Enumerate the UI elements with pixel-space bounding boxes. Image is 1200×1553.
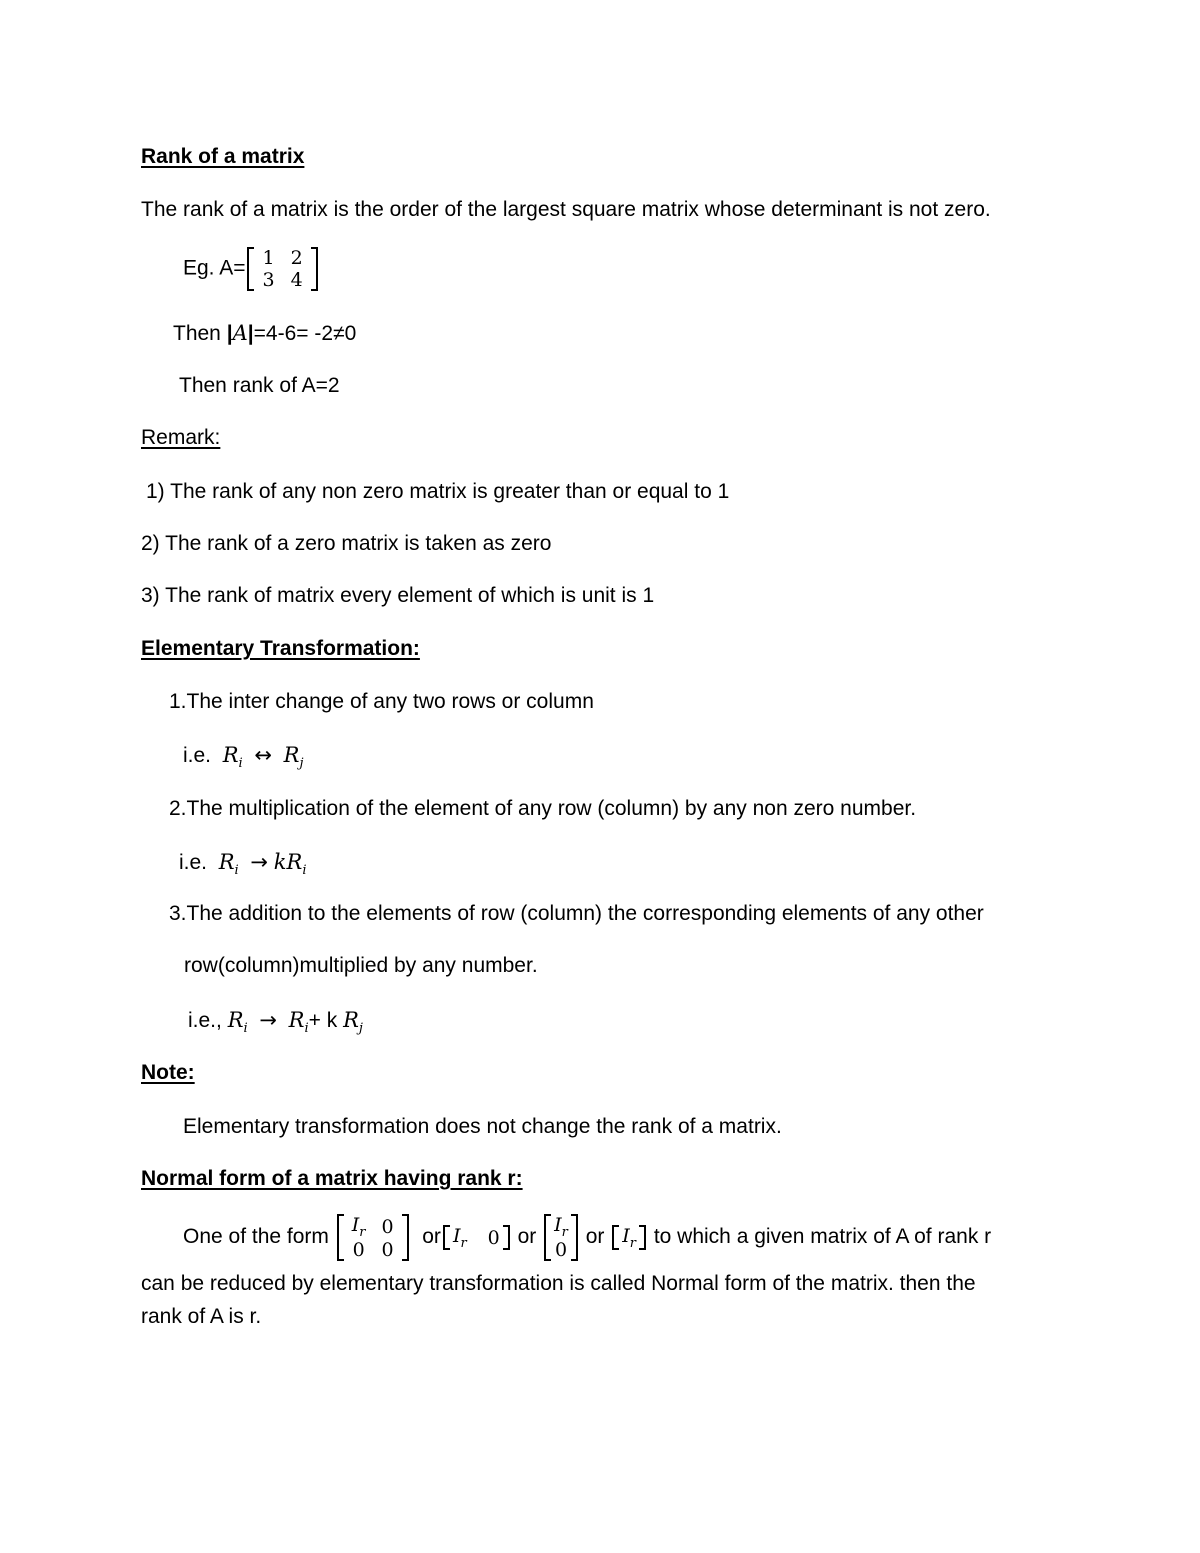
remark-item: 2) The rank of a zero matrix is taken as zero [141,532,552,555]
transformation-2: 2.The multiplication of the element of any row (column) by any non zero number. [169,797,917,820]
transformation-2-formula: i.e. $R_i \to kR_i$ [179,850,307,878]
normal-form-tail: to which a given matrix of A of rank r [653,1225,992,1249]
determinant-var: A [232,321,248,345]
normal-form-line-3: rank of A is r. [141,1305,262,1328]
or-word: or [585,1225,605,1249]
ie-label: i.e., [188,1009,222,1032]
remark-item: 1) The rank of any non zero matrix is greater than or equal to 1 [146,480,730,503]
or-word: or [517,1225,537,1249]
note-heading: Note: [141,1061,195,1084]
or-word: or [422,1225,441,1249]
transformation-3-formula: i.e., $R_i \to R_i+ k$ $R_j$ [188,1008,363,1036]
page-title: Rank of a matrix [141,145,305,168]
normal-form-intro: One of the form [183,1225,329,1249]
transformation-1-formula: i.e. $R_i$ ↔ $R_j$ [183,743,304,771]
remark-heading: Remark: [141,426,221,449]
ie-label: i.e. [183,744,212,767]
determinant-result: =4-6= -2≠0 [253,322,357,345]
transformation-3-continued: row(column)multiplied by any number. [184,954,538,977]
matrix-a [247,247,317,291]
example-label: Eg. A= [183,256,246,280]
matrix-cell: 1 [262,247,275,269]
normal-form-heading: Normal form of a matrix having rank r: [141,1167,523,1190]
example-line [183,247,320,291]
remark-item: 3) The rank of matrix every element of which is unit is 1 [141,584,655,607]
elementary-heading: Elementary Transformation: [141,637,420,660]
ie-label: i.e. [179,851,208,874]
determinant-prefix: Then [173,322,227,345]
transformation-1: 1.The inter change of any two rows or column [169,690,594,713]
normal-form-line-2: can be reduced by elementary transformation is called Normal form of the matrix. then the [141,1272,976,1295]
normal-matrix-identity: $I_r$ [612,1225,646,1250]
matrix-cell: 3 [262,269,275,291]
matrix-cell: 4 [290,269,303,291]
normal-matrix-row: $I_r$ 0 [443,1225,510,1250]
transformation-3: 3.The addition to the elements of row (column) the corresponding elements of any other [169,902,984,925]
rank-result: Then rank of A=2 [179,374,340,397]
normal-form-line [183,1214,991,1261]
note-text: Elementary transformation does not change the rank of a matrix. [183,1115,782,1138]
determinant-line: Then |A|=4-6= -2≠0 [173,321,357,345]
matrix-cell: 2 [290,247,303,269]
definition-text: The rank of a matrix is the order of the largest square matrix whose determinant is not zero. [141,198,991,221]
normal-matrix-block: $I_r$ 0 0 0 [337,1214,409,1261]
normal-matrix-column: $I_r$ 0 [544,1214,578,1261]
